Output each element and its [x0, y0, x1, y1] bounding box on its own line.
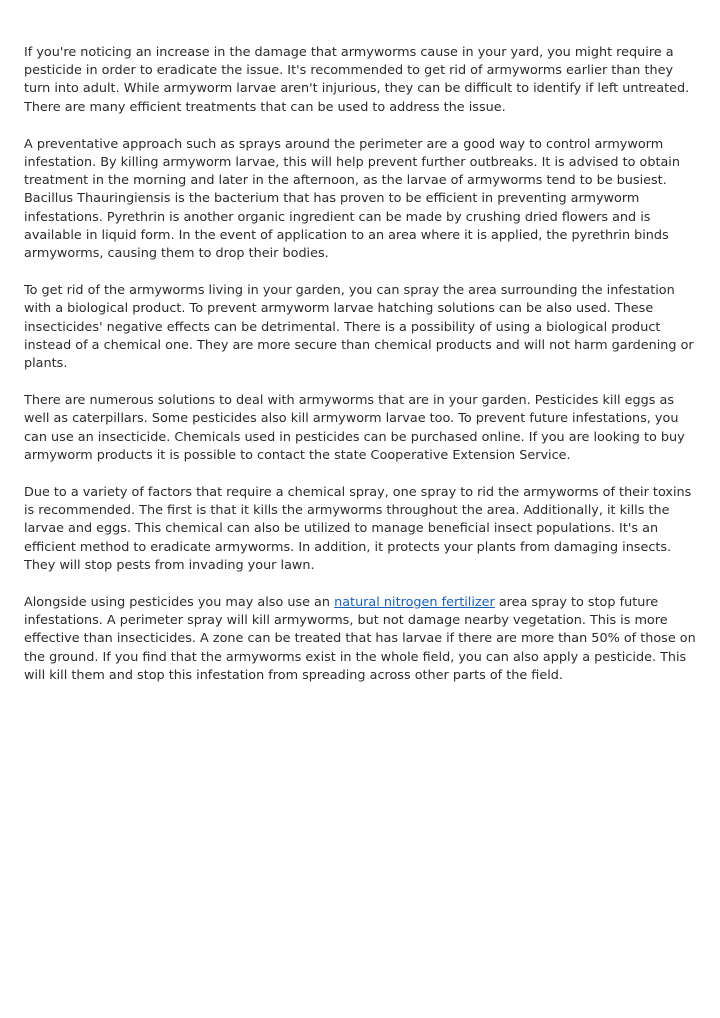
paragraph-6	[24, 594, 700, 685]
article-body	[24, 44, 700, 704]
paragraph-3: To get rid of the armyworms living in your garden, you can spray the area surrounding the infestation with a biological product. To prevent armyworm larvae hatching solutions can be also used. These insecticides' negative effects can be detrimental. There is a possibility of using a biological product instead of a chemical one. They are more secure than chemical products and will not harm gardening or plants.	[24, 283, 694, 372]
paragraph-4: There are numerous solutions to deal with armyworms that are in your garden. Pesticides kill eggs as well as caterpillars. Some pesticides also kill armyworm larvae too. To prevent future infestations, you can use an insecticide. Chemicals used in pesticides can be purchased online. If you are looking to buy armyworm products it is possible to contact the state Cooperative Extension Service.	[24, 393, 685, 463]
natural-nitrogen-fertilizer-link[interactable]: natural nitrogen fertilizer	[334, 595, 495, 611]
paragraph-6-after-link: area spray to stop future infestations. A perimeter spray will kill armyworms, but not damage nearby vegetation. This is more effective than insecticides. A zone can be treated that has larvae if there are more than 50% of those on the ground. If you find that the armyworms exist in the whole field, you can also apply a pesticide. This will kill them and stop this infestation from spreading across other parts of the field.	[24, 595, 696, 683]
paragraph-5: Due to a variety of factors that require a chemical spray, one spray to rid the armyworms of their toxins is recommended. The first is that it kills the armyworms throughout the area. Additionally, it kills the larvae and eggs. This chemical can also be utilized to manage beneficial insect populations. It's an efficient method to eradicate armyworms. In addition, it protects your plants from damaging insects. They will stop pests from invading your lawn.	[24, 485, 692, 573]
paragraph-2: A preventative approach such as sprays around the perimeter are a good way to control armyworm infestation. By killing armyworm larvae, this will help prevent further outbreaks. It is advised to obtain treatment in the morning and later in the afternoon, as the larvae of armyworms tend to be busiest. Bacillus Thauringiensis is the bacterium that has proven to be efficient in preventing armyworm infestations. Pyrethrin is another organic ingredient can be made by crushing dried flowers and is available in liquid form. In the event of application to an area where it is applied, the pyrethrin binds armyworms, causing them to drop their bodies.	[24, 136, 680, 262]
paragraph-1: If you're noticing an increase in the damage that armyworms cause in your yard, you might require a pesticide in order to eradicate the issue. It's recommended to get rid of armyworms earlier than they turn into adult. While armyworm larvae aren't injurious, they can be difficult to identify if left untreated. There are many efficient treatments that can be used to address the issue.	[24, 45, 690, 115]
paragraph-6-before-link: Alongside using pesticides you may also use an	[24, 595, 335, 611]
